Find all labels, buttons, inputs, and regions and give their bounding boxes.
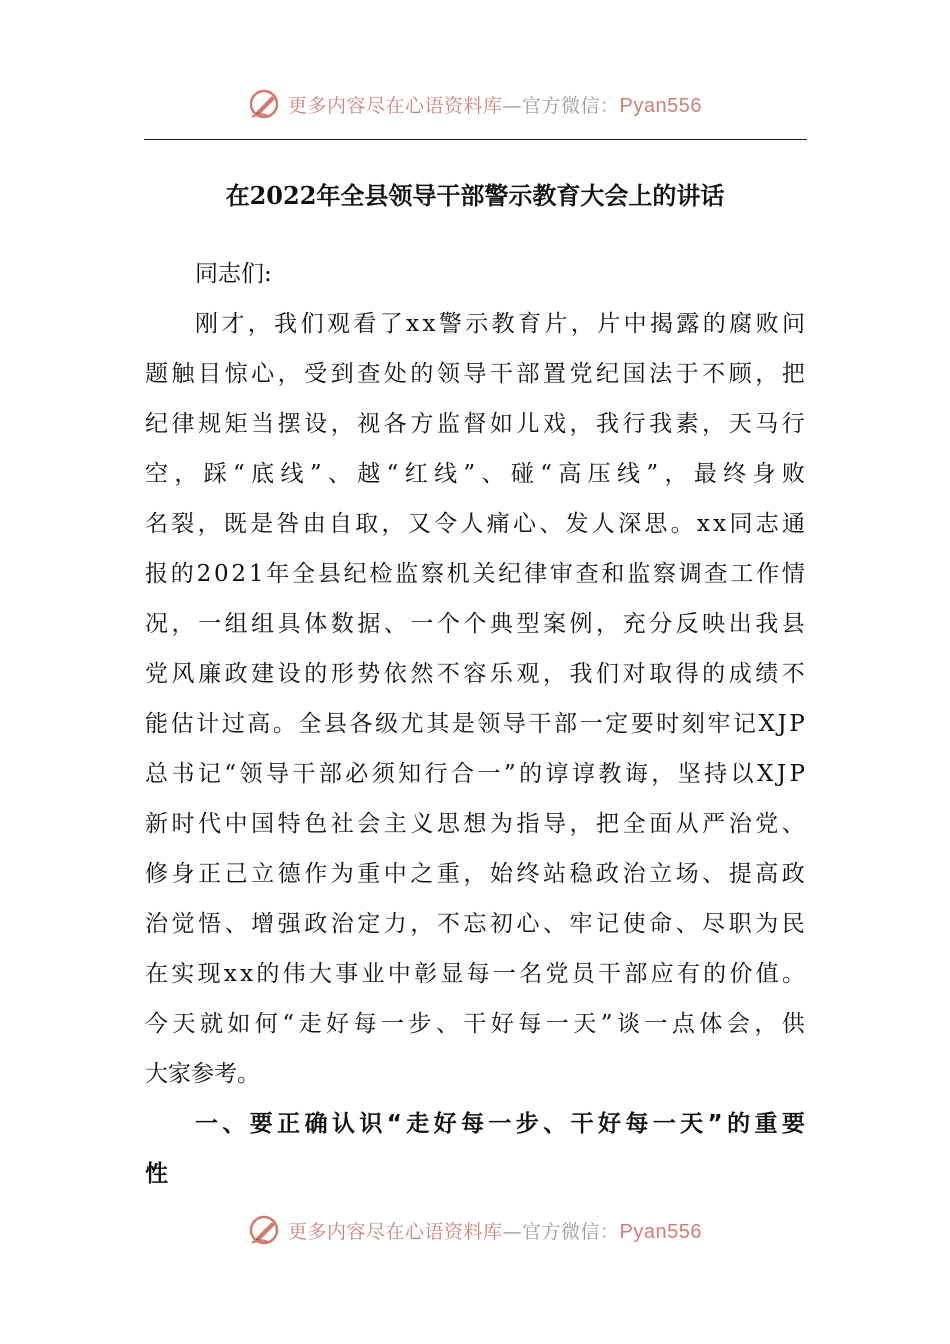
paragraph-line: 名 裂 ， 既 是 咎 由 自 取 ， 又 令 人 痛 心 、 发 人 深 思 。 x x 同 志 通 [145,511,805,537]
paragraph-line: 况 ， 一 组 组 具 体 数 据 、 一 个 个 典 型 案 例 ， 充 分 反 映 出 我 县 [145,611,805,637]
watermark-text [288,1217,702,1244]
paragraph-line: 修 身 正 己 立 德 作 为 重 中 之 重 ， 始 终 站 稳 政 治 立 场 、 提 高 政 [145,861,805,887]
paragraph-line: 空 ， 踩 “ 底 线 ” 、 越 “ 红 线 ” 、 碰 “ 高 压 线 ” ， 最 终 身 败 [145,461,805,487]
header-divider [144,139,807,140]
pen-logo-icon [248,87,282,121]
header-watermark [0,84,950,124]
watermark-gray-text: —官方微信： [502,1220,620,1243]
watermark-wechat-id: Pyan556 [619,94,702,117]
paragraph-line: 刚 才 ， 我 们 观 看 了 x x 警 示 教 育 片 ， 片 中 揭 露 的 腐 败 问 [195,311,805,337]
paragraph-line: 在 实 现 x x 的 伟 大 事 业 中 彰 显 每 一 名 党 员 干 部 应 有 的 价 值 。 [145,961,805,987]
section-heading: 一 、 要 正 确 认 识 “ 走 好 每 一 步 、 干 好 每 一 天 ” 的 重 要 [195,1111,805,1137]
watermark-gray-text: —官方微信： [502,94,620,117]
footer-watermark [0,1210,950,1250]
watermark-wechat-id: Pyan556 [619,1220,702,1243]
watermark-red-text: 更多内容尽在心语资料库 [288,1220,503,1243]
pen-logo-icon [248,1213,282,1247]
paragraph-line: 纪 律 规 矩 当 摆 设 ， 视 各 方 监 督 如 儿 戏 ， 我 行 我 素 ， 天 马 行 [145,411,805,437]
document-title: 在2022年全县领导干部警示教育大会上的讲话 [225,181,725,210]
greeting: 同志们: [195,261,272,287]
paragraph-line: 报 的 2 0 2 1 年 全 县 纪 检 监 察 机 关 纪 律 审 查 和 监 察 调 查 工 作 情 [145,561,805,587]
watermark-text [288,91,702,118]
paragraph-line: 今 天 就 如 何 “ 走 好 每 一 步 、 干 好 每 一 天 ” 谈 一 点 体 会 ， 供 [145,1011,805,1037]
paragraph-line: 新 时 代 中 国 特 色 社 会 主 义 思 想 为 指 导 ， 把 全 面 从 严 治 党 、 [145,811,805,837]
paragraph-line: 党 风 廉 政 建 设 的 形 势 依 然 不 容 乐 观 ， 我 们 对 取 得 的 成 绩 不 [145,661,805,687]
paragraph-line: 治 觉 悟 、 增 强 政 治 定 力 ， 不 忘 初 心 、 牢 记 使 命 、 尽 职 为 民 [145,911,805,937]
section-heading-continued: 性 [145,1161,168,1187]
paragraph-line: 能 估 计 过 高 。 全 县 各 级 尤 其 是 领 导 干 部 一 定 要 时 刻 牢 记 X J P [145,711,805,737]
watermark-red-text: 更多内容尽在心语资料库 [288,94,503,117]
paragraph-line: 题 触 目 惊 心 ， 受 到 查 处 的 领 导 干 部 置 党 纪 国 法 于 不 顾 ， 把 [145,361,805,387]
paragraph-line: 大家参考。 [145,1061,260,1087]
paragraph-line: 总 书 记 “ 领 导 干 部 必 须 知 行 合 一 ” 的 谆 谆 教 诲 ， 坚 持 以 X J P [145,761,805,787]
